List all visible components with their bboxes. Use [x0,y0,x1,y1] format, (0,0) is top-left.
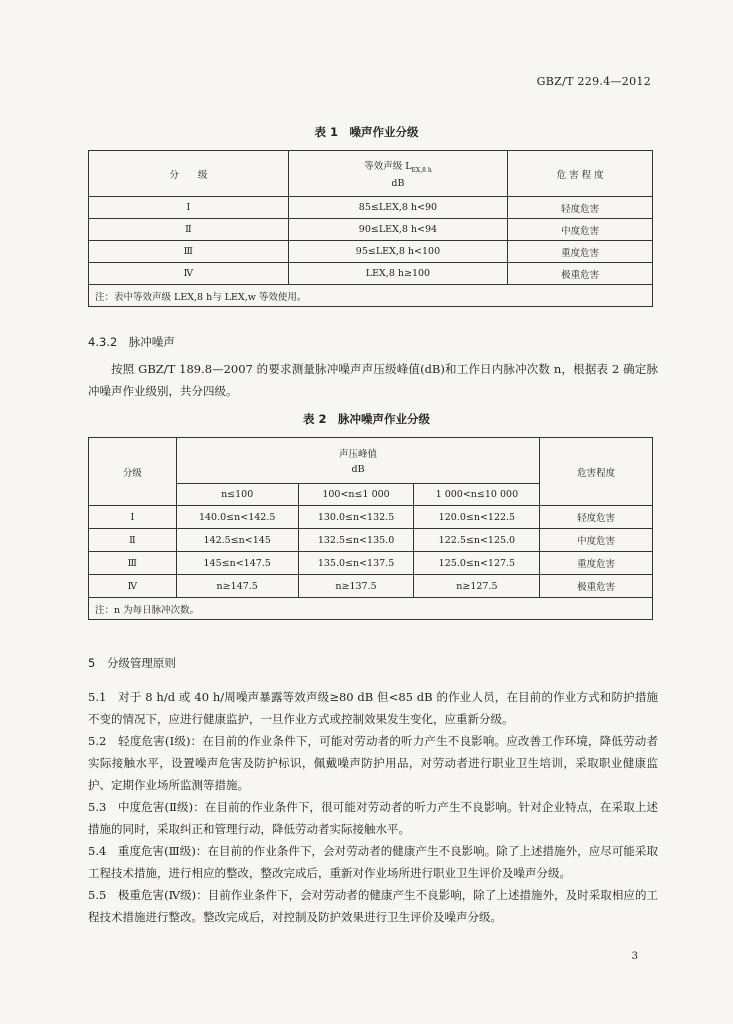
table-row: Ⅰ 85≤LEX,8 h<90 轻度危害 [89,197,653,219]
section-5-heading: 5 分级管理原则 [88,656,176,670]
header-grade: 分 级 [89,151,289,197]
table-row: Ⅰ 140.0≤n<142.5 130.0≤n<132.5 120.0≤n<122.5 轻度危害 [89,506,653,529]
section-5-body [88,686,658,928]
page-number: 3 [631,951,638,962]
table1-note: 注：表中等效声级 LEX,8 h与 LEX,w 等效使用。 [89,285,653,307]
clause-5-5: 5.5 极重危害(Ⅳ级)：目前作业条件下，会对劳动者的健康产生不良影响，除了上述措施外，及时采取相应的工程技术措施进行整改。整改完成后，对控制及防护效果进行卫生评价及噪声分级。 [88,888,658,924]
section-432-heading: 4.3.2 脉冲噪声 [88,335,175,349]
table1-caption: 表 1 噪声作业分级 [314,125,419,139]
impulse-noise-table [88,437,653,620]
header-n1: n≤100 [176,484,298,506]
header-grade: 分级 [89,438,177,506]
table-row: Ⅳ LEX,8 h≥100 极重危害 [89,263,653,285]
standard-code: GBZ/T 229.4—2012 [536,75,651,88]
header-peak: 声压峰值 dB [176,438,540,484]
table2-caption: 表 2 脉冲噪声作业分级 [302,412,430,426]
table-row: Ⅳ n≥147.5 n≥137.5 n≥127.5 极重危害 [89,575,653,598]
section-432-body [88,358,658,402]
table-row: Ⅲ 145≤n<147.5 135.0≤n<137.5 125.0≤n<127.5 重度危害 [89,552,653,575]
header-n2: 100<n≤1 000 [298,484,414,506]
table-row: Ⅱ 142.5≤n<145 132.5≤n<135.0 122.5≤n<125.0 中度危害 [89,529,653,552]
header-level: 等效声级 $L_{EX,8 h}$ dB [288,151,508,197]
clause-5-3: 5.3 中度危害(Ⅱ级)：在目前的作业条件下，很可能对劳动者的听力产生不良影响。针对企业特点，在采取上述措施的同时，采取纠正和管理行动，降低劳动者实际接触水平。 [88,800,658,836]
header-hazard: 危 害 程 度 [508,151,653,197]
clause-5-2: 5.2 轻度危害(Ⅰ级)：在目前的作业条件下，可能对劳动者的听力产生不良影响。应改善工作环境，降低劳动者实际接触水平，设置噪声危害及防护标识，佩戴噪声防护用品，对劳动者进行职业卫生培训，采取职业健康监护、定期作业场所监测等措施。 [88,734,658,792]
clause-5-1: 5.1 对于 8 h/d 或 40 h/周噪声暴露等效声级≥80 dB 但<85 dB 的作业人员，在目前的作业方式和防护措施不变的情况下，应进行健康监护，一旦作业方式或控制效果发生变化，应重新分级。 [88,690,658,726]
noise-grade-table [88,150,653,307]
clause-5-4: 5.4 重度危害(Ⅲ级)：在目前的作业条件下，会对劳动者的健康产生不良影响。除了上述措施外，应尽可能采取工程技术措施，进行相应的整改，整改完成后，重新对作业场所进行职业卫生评价及噪声分级。 [88,844,658,880]
section-432-para: 按照 GBZ/T 189.8—2007 的要求测量脉冲噪声声压级峰值(dB)和工作日内脉冲次数 n，根据表 2 确定脉冲噪声作业级别，共分四级。 [88,362,658,398]
header-n3: 1 000<n≤10 000 [414,484,540,506]
header-hazard: 危害程度 [540,438,653,506]
table2-note: 注：n 为每日脉冲次数。 [89,598,653,620]
table-row: Ⅱ 90≤LEX,8 h<94 中度危害 [89,219,653,241]
table-row: Ⅲ 95≤LEX,8 h<100 重度危害 [89,241,653,263]
